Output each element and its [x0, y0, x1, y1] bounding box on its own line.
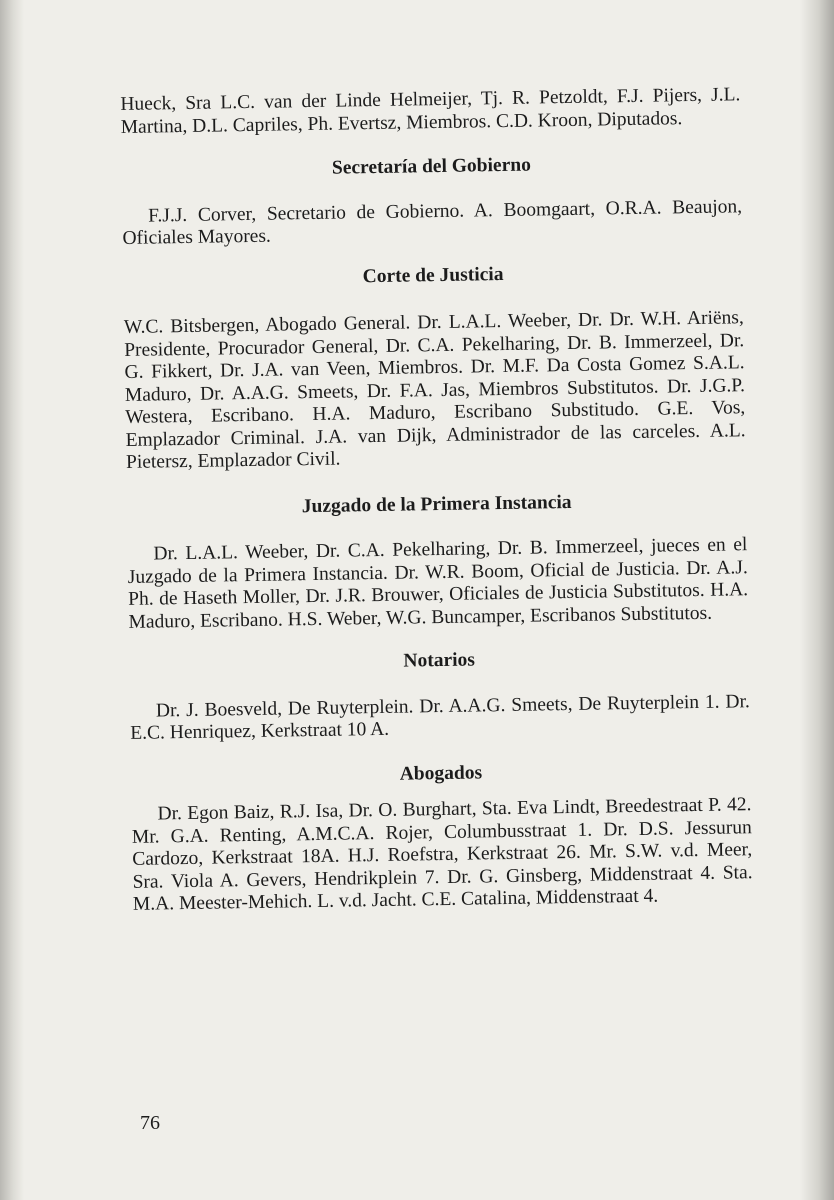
heading-secretaria: Secretaría del Gobierno: [331, 154, 532, 179]
heading-abogados: Abogados: [399, 761, 483, 785]
page-edge-left: [0, 0, 24, 1200]
juzgado-paragraph: Dr. L.A.L. Weeber, Dr. C.A. Pekelharing, Dr. B. Immerzeel, jueces en el Juzgado de la Primera Instancia. Dr. W.R. Boom, Oficial de Justicia. Dr. A.J. Ph. de Haseth Moller, Dr. J.R. Brouwer, Oficiales de Justicia Substitutos. H.A. Maduro, Escribano. H.S. Weber, W.G. Buncamper, Escribanos Substitutos.: [127, 534, 749, 633]
heading-corte: Corte de Justicia: [362, 263, 504, 287]
heading-juzgado: Juzgado de la Primera Instancia: [301, 491, 572, 517]
corte-paragraph: W.C. Bitsbergen, Abogado General. Dr. L.A.L. Weeber, Dr. Dr. W.H. Ariëns, Presidente, Procurador General, Dr. C.A. Pekelharing, Dr. B. Immerzeel, Dr. G. Fikkert, Dr. J.A. van Veen, Miembros. Dr. M.F. Da Costa Gomez S.A.L. Maduro, Dr. A.A.G. Smeets, Dr. F.A. Jas, Miembros Substitutos. Dr. J.G.P. Westera, Escribano. H.A. Maduro, Escribano Substitudo. G.E. Vos, Emplazador Criminal. J.A. van Dijk, Administrador de las carceles. A.L. Pietersz, Emplazador Civil.: [123, 307, 746, 473]
notarios-paragraph: Dr. J. Boesveld, De Ruyterplein. Dr. A.A.G. Smeets, De Ruyterplein 1. Dr. E.C. Henriquez, Kerkstraat 10 A.: [130, 690, 750, 744]
page-edge-right: [800, 0, 834, 1200]
page-content: [120, 70, 753, 916]
abogados-paragraph: Dr. Egon Baiz, R.J. Isa, Dr. O. Burghart, Sta. Eva Lindt, Breedestraat P. 42. Mr. G.A. Renting, A.M.C.A. Rojer, Columbusstraat 1. Dr. D.S. Jessurun Cardozo, Kerkstraat 18A. H.J. Roefstra, Kerkstraat 26. Mr. S.W. v.d. Meer, Sra. Viola A. Gevers, Hendrikplein 7. Dr. G. Ginsberg, Middenstraat 4. Sta. M.A. Meester-Mehich. L. v.d. Jacht. C.E. Catalina, Middenstraat 4.: [131, 794, 753, 915]
secretaria-paragraph: F.J.J. Corver, Secretario de Gobierno. A. Boomgaart, O.R.A. Beaujon, Oficiales Mayores.: [122, 195, 743, 249]
intro-paragraph: Hueck, Sra L.C. van der Linde Helmeijer, Tj. R. Petzoldt, F.J. Pijers, J.L. Martina, D.L. Capriles, Ph. Evertsz, Miembros. C.D. Kroon, Diputados.: [120, 84, 741, 138]
heading-notarios: Notarios: [403, 649, 476, 672]
page-number: 76: [140, 1112, 160, 1134]
